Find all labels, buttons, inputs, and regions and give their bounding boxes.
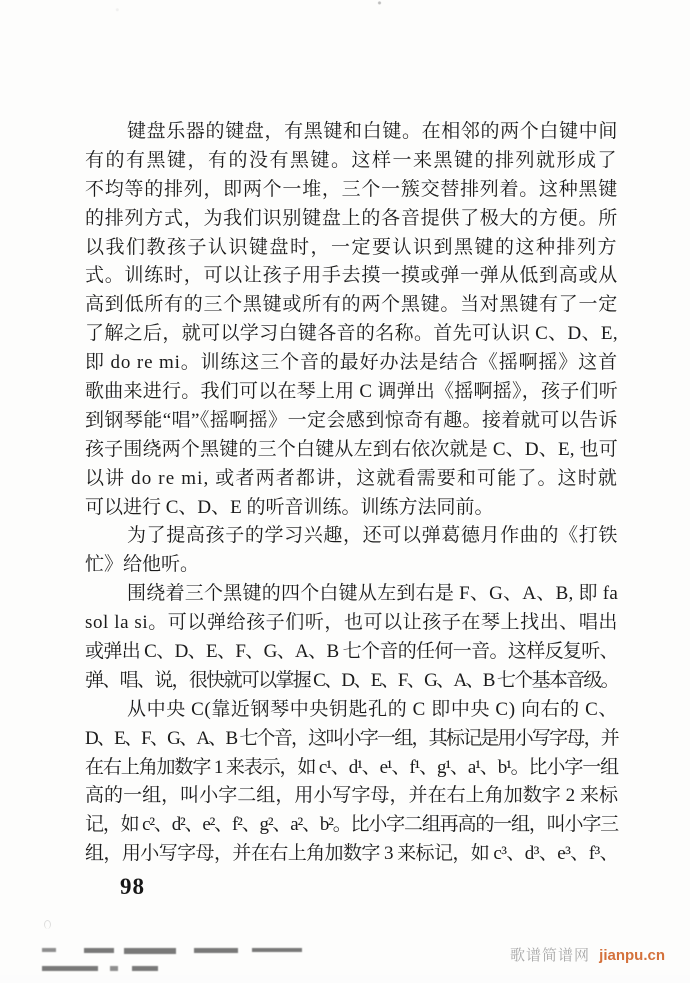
text-line: 为了提高孩子的学习兴趣，还可以弹葛德月作曲的《打铁	[127, 525, 618, 547]
text-line: 不均等的排列，即两个一堆，三个一簇交替排列着。这种黑键	[85, 178, 618, 200]
watermark-site-name: 歌谱简谱网	[509, 947, 590, 964]
text-line: 在右上角加数字 1 来表示，如 c¹、d¹、e¹、f¹、g¹、a¹、b¹。比小字一组	[85, 756, 618, 778]
cropped-print-fragments	[42, 947, 387, 955]
text-line: 有的有黑键，有的没有黑键。这样一来黑键的排列就形成了	[85, 149, 618, 171]
page-number: 98	[120, 874, 145, 899]
text-line: 式。训练时，可以让孩子用手去摸一摸或弹一弹从低到高或从	[85, 265, 618, 287]
text-line: 高的一组，叫小字二组，用小写字母，并在右上角加数字 2 来标	[85, 785, 618, 807]
watermark	[510, 944, 665, 965]
text-line: 键盘乐器的键盘，有黑键和白键。在相邻的两个白键中间	[127, 121, 618, 142]
text-line: 高到低所有的三个黑键或所有的两个黑键。当对黑键有了一定	[85, 294, 618, 316]
text-line: 孩子围绕两个黑键的三个白键从左到右依次就是 C、D、E, 也可	[85, 438, 618, 460]
text-line: 歌曲来进行。我们可以在琴上用 C 调弹出《摇啊摇》，孩子们听	[85, 381, 618, 403]
text-line: 或弹出 C、D、E、F、G、A、B 七个音的任何一音。这样反复听、	[85, 641, 618, 663]
text-line: 可以进行 C、D、E 的听音训练。训练方法同前。	[85, 496, 494, 518]
text-line: 弹、唱、说，很快就可以掌握 C、D、E、F、G、A、B 七个基本音级。	[85, 669, 618, 691]
text-line: 了解之后，就可以学习白键各音的名称。首先可认识 C、D、E,	[85, 323, 618, 345]
body-text	[85, 118, 618, 869]
text-line: 的排列方式，为我们识别键盘上的各音提供了极大的方便。所	[85, 207, 618, 229]
text-line: 组，用小写字母，并在右上角加数字 3 来标记，如 c³、d³、e³、f³、	[85, 843, 618, 865]
watermark-site-url: jianpu.cn	[599, 947, 665, 964]
text-line: 围绕着三个黑键的四个白键从左到右是 F、G、A、B, 即 fa	[127, 583, 618, 605]
text-line: 即 do re mi。训练这三个音的最好办法是结合《摇啊摇》这首	[85, 352, 618, 374]
text-line: 到钢琴能“唱”《摇啊摇》一定会感到惊奇有趣。接着就可以告诉	[85, 409, 618, 431]
text-line: 以我们教孩子认识键盘时，一定要认识到黑键的这种排列方	[85, 236, 618, 258]
text-line: 从中央 C(靠近钢琴中央钥匙孔的 C 即中央 C) 向右的 C、	[127, 698, 618, 720]
text-line: 忙》给他听。	[85, 554, 200, 576]
text-line: 记，如 c²、d²、e²、f²、g²、a²、b²。比小字二组再高的一组，叫小字三	[85, 814, 618, 836]
scan-artifact	[44, 920, 51, 929]
text-line: sol la si。可以弹给孩子们听，也可以让孩子在琴上找出、唱出	[85, 612, 618, 634]
text-line: D、E、F、G、A、B 七个音，这叫小字一组，其标记是用小写字母，并	[85, 727, 618, 749]
text-line: 以讲 do re mi, 或者两者都讲，这就看需要和可能了。这时就	[85, 467, 618, 489]
